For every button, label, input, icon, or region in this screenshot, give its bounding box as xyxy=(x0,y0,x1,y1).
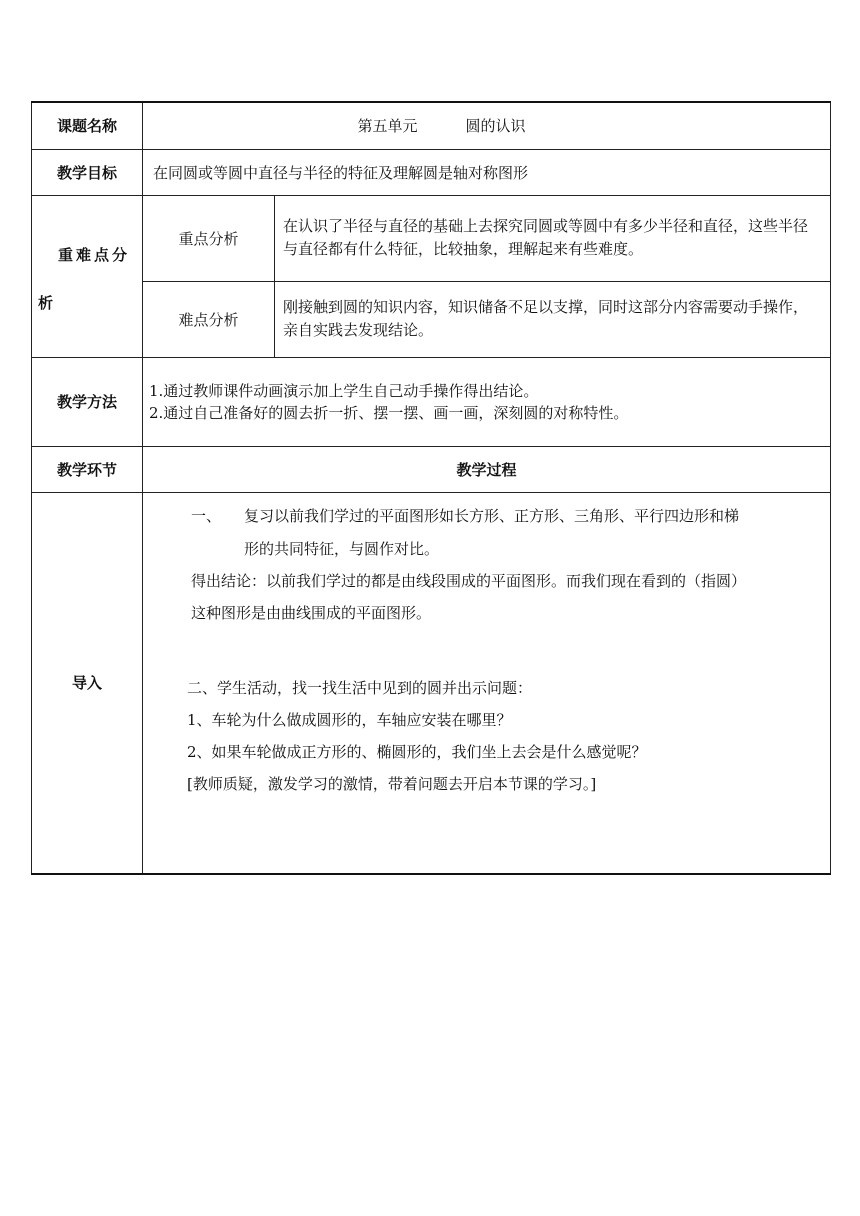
process-label: 教学过程 xyxy=(143,446,831,492)
intro-p2-line2: 这种图形是由曲线围成的平面图形。 xyxy=(191,603,432,622)
intro-process xyxy=(143,492,831,874)
goal-text: 在同圆或等圆中直径与半径的特征及理解圆是轴对称图形 xyxy=(143,149,831,195)
intro-p1-line1: 复习以前我们学过的平面图形如长方形、正方形、三角形、平行四边形和梯 xyxy=(244,506,740,525)
method-label: 教学方法 xyxy=(32,357,143,446)
row-goal xyxy=(32,149,831,195)
intro-p1-number: 一、 xyxy=(191,506,222,525)
intro-question-2: 2、如果车轮做成正方形的、椭圆形的，我们坐上去会是什么感觉呢？ xyxy=(187,742,647,761)
method-item: 2.通过自己准备好的圆去折一折、摆一摆、画一画，深刻圆的对称特性。 xyxy=(149,403,629,422)
row-course-title xyxy=(32,102,831,149)
row-method xyxy=(32,357,831,446)
intro-question-1: 1、车轮为什么做成圆形的，车轴应安装在哪里？ xyxy=(187,710,512,729)
method-item: 1.通过教师课件动画演示加上学生自己动手操作得出结论。 xyxy=(149,381,539,400)
method-list xyxy=(143,357,831,446)
course-title-label: 课题名称 xyxy=(32,102,143,149)
difficulty-label xyxy=(32,195,143,357)
difficulty-label-line2: 析 xyxy=(38,293,54,312)
intro-label: 导入 xyxy=(32,492,143,874)
intro-activity: 二、学生活动，找一找生活中见到的圆并出示问题： xyxy=(187,678,533,697)
section-label: 教学环节 xyxy=(32,446,143,492)
topic-text: 圆的认识 xyxy=(465,117,526,136)
lesson-plan-table xyxy=(31,101,831,875)
intro-p2-line1: 得出结论：以前我们学过的都是由线段围成的平面图形。而我们现在看到的（指圆） xyxy=(191,571,747,590)
key-analysis-label: 重点分析 xyxy=(143,195,275,281)
row-section-header xyxy=(32,446,831,492)
row-hard-analysis xyxy=(32,281,831,357)
intro-teacher-note: [教师质疑，激发学习的激情，带着问题去开启本节课的学习。] xyxy=(187,774,597,793)
hard-analysis-text: 刚接触到圆的知识内容，知识储备不足以支撑，同时这部分内容需要动手操作，亲自实践去发现结论。 xyxy=(275,281,831,357)
course-title-value xyxy=(143,102,831,149)
row-intro xyxy=(32,492,831,874)
unit-text: 第五单元 xyxy=(357,117,418,136)
intro-p1-line2: 形的共同特征，与圆作对比。 xyxy=(244,539,440,558)
row-key-analysis xyxy=(32,195,831,281)
difficulty-label-line1: 重难点分 xyxy=(58,245,131,264)
hard-analysis-label: 难点分析 xyxy=(143,281,275,357)
key-analysis-text: 在认识了半径与直径的基础上去探究同圆或等圆中有多少半径和直径，这些半径与直径都有什么特征，比较抽象，理解起来有些难度。 xyxy=(275,195,831,281)
goal-label: 教学目标 xyxy=(32,149,143,195)
